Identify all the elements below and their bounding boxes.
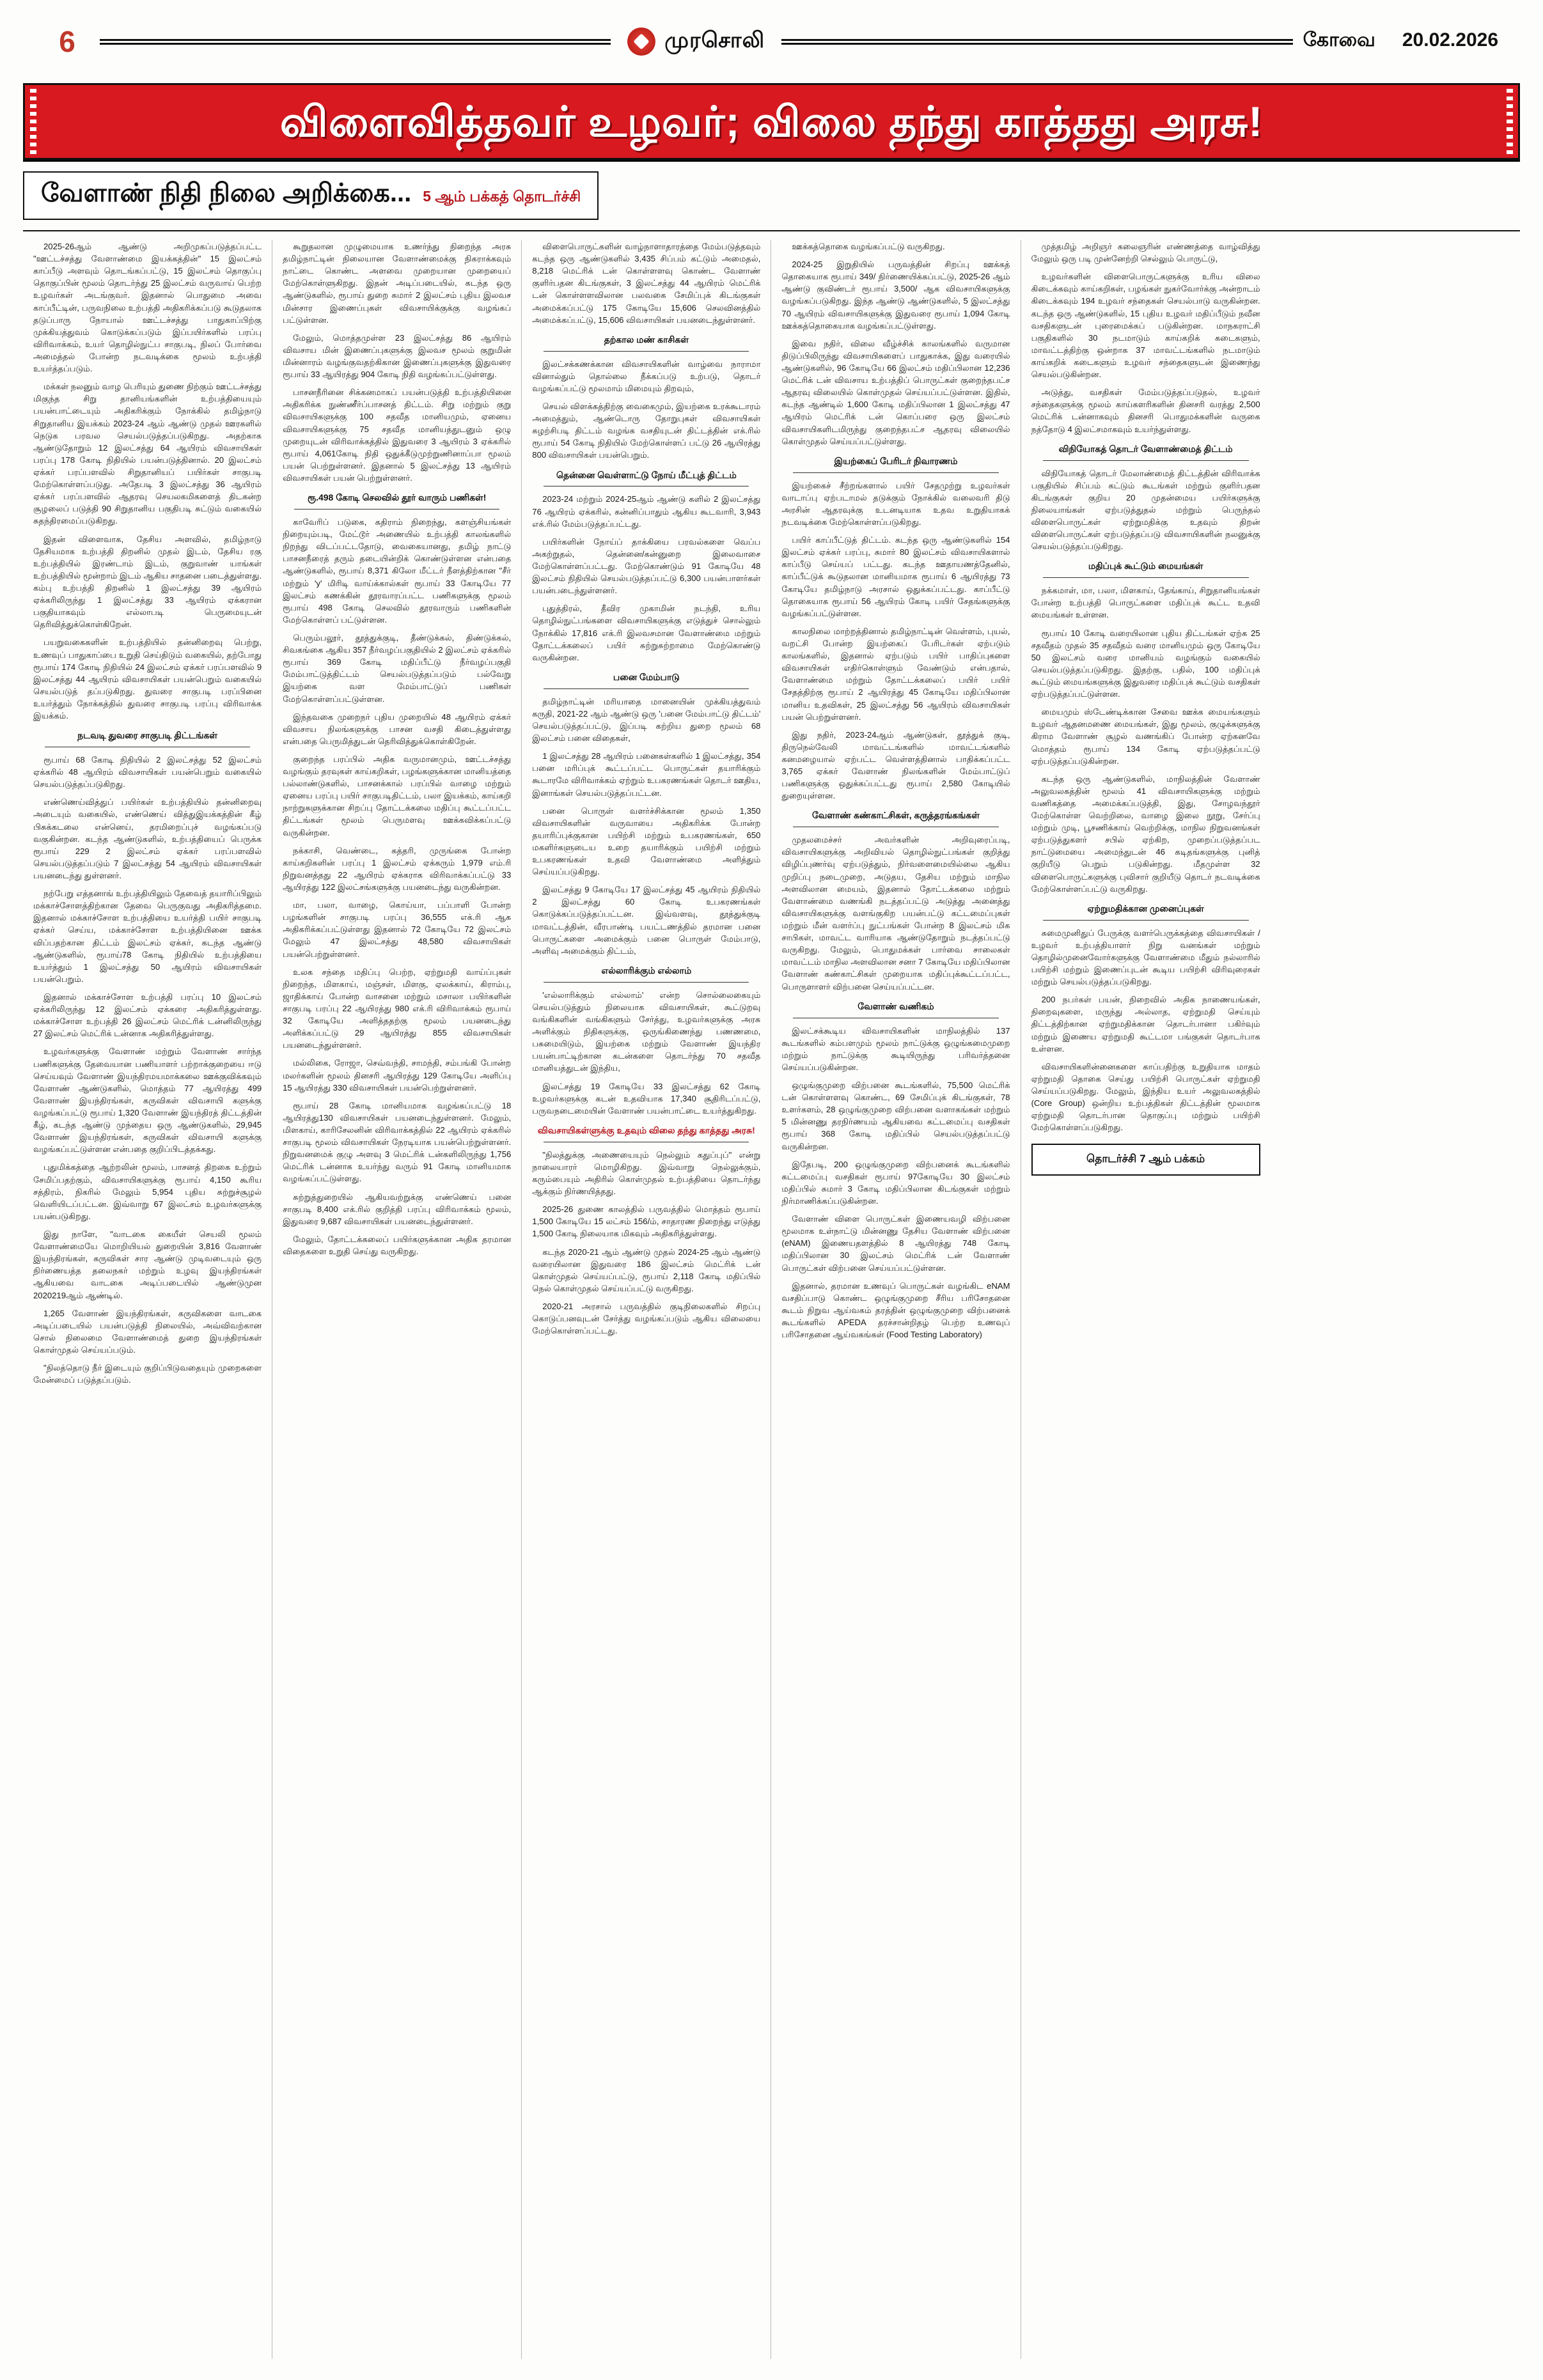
article-paragraph: ரூபாய் 28 கோடி மானியமாக வழங்கப்பட்டு 18 ஆயிரத்து130 விவசாயிகள் பயனடைந்துள்ளனர். மேலும், மிளகாய், காரிசேலனின் விரிவாக்கத்தில் 22 ஆயிரம் ஏக்கரில் சாகுபடி மூலம் விவசாயிகள் நேரடியாக பயன்பெற்றுள்ளனர். நிறுவனமைக் குழு அளவு 3 மெட்ரிக் டன்களிலிருந்து 1,756 மெட்ரிக் டன்னாக உயர்ந்து வரும் 91 கோடி மானியமாக வழங்கப்பட்டுள்ளது. [283, 1100, 512, 1184]
section-heading: பனை மேம்பாடு [613, 671, 680, 682]
subhead-continuation: 5 ஆம் பக்கத் தொடர்ச்சி [423, 188, 581, 205]
article-paragraph: 2023-24 மற்றும் 2024-25ஆம் ஆண்டு களில் 2 இலட்சத்து 76 ஆயிரம் ஏக்கரில், கன்னிப்பாதும் ஆகிய கூடவாரி, 3,943 எக்.ரில் மேம்படுத்தப்பட்டது. [532, 494, 761, 529]
article-paragraph: ஒழுங்குமுறை விற்பனை கூடங்களில், 75,500 மெட்ரிக் டன் கொள்ளளவு கொண்ட, 69 சேமிப்புக் கிடங்குகள், 78 உளர்களம், 28 ஒழுங்குமுறை விற்பனை வளாகங்கள் மற்றும் 5 மின்னணு தரநிர்ணயம் ஆகியவை கட்டமைப்பு வசதிகள் ரூபாய் 368 கோடி மதிப்பில் செயல்படுத்தப்பட்டு வருகின்றன. [781, 1080, 1010, 1151]
article-columns [23, 230, 1520, 2359]
section-heading: தற்கால மண் காசிகள் [604, 334, 689, 345]
article-paragraph: கூறுதலான முழுமையாக உணர்ந்து நிறைந்த அரசு தமிழ்நாட்டின் நிலையான வேளாண்மைக்கு நிகராக்கவும் நாட்டை கொண்ட அளவை முறையான முறையைப் மேற்கொள்ளுகிறது. இதன் அடிப்படையில், கடந்த ஒரு ஆண்டுகளில், ரூபாய் துறை சுமார் 2 இலட்சம் புதிய இலவச மின்சார இணைப்புகள் விவசாயிக்குக்கு வழங்கப் பட்டுள்ளன. [283, 242, 512, 325]
article-paragraph: மல்லிகை, ரோஜா, செவ்வந்தி, சாமந்தி, சம்பங்கி போன்ற மலர்களின் மூலம் தினசரி ஆயிரத்து 129 கோடியே அளிப்பு 15 ஆயிரத்து 330 விவசாயிகள் பயன்பெற்றுள்ளனர். [283, 1058, 512, 1093]
article-paragraph: காலநிலை மாற்றத்தினால் தமிழ்நாட்டின் வெள்ளம், புயல், வறட்சி போன்ற இயற்கைப் பேரிடர்கள் ஏற்படும் காலங்களில், இதனால் ஏற்படும் பயிர் பாதிப்புகளை விவசாயிகள் எதிர்கொள்ளும் வேண்டும் என்பதால், வேளாண்மை மற்றும் தோட்டக்கலைப் பயிர் பயிர் சேதத்திற்கு ரூபாய் 2 ஆயிரத்து 45 கோடியே மதிப்பிலான மானிய உதவிகள், 25 இலட்சத்து 56 ஆயிரம் விவசாயிகள் பயன் பெற்றுள்ளனர். [781, 626, 1010, 722]
article-paragraph: இலட்சக்கணக்கான விவசாயிகளின் வாழ்வை நாராமா வினால்தும் தொல்லை நீக்கப்படு உற்படு, தொடர் வழங்கப்பட்டு மூலமாம் மிமையும் திறவும், [532, 359, 761, 393]
article-paragraph: குறைந்த பரப்பில் அதிக வருமானமும், ஊட்டச்சத்து வழங்கும் தரவுகள் காய்கறிகள், பழங்களுக்கான மானியத்தை பல்லாண்டுகளில், பாசனக்கால் பரப்பில் வாழை மற்றும் ஏனைய பரப்பு பயிர் சாகுபடிதிட்டம், பலா இயக்கம், காய்கறி நாற்றுகளுக்கான சிறப்பு தோட்டக்கலை மதிப்பு கூட்டப்பட்ட திட்டங்கள் மூலம் பெருமளவு ஊக்கவிக்கப்பட்டு வருகின்றன. [283, 754, 512, 837]
page-number: 6 [59, 25, 75, 58]
article-paragraph: ஊக்கத்தொகை வழங்கப்பட்டு வருகிறது. [792, 242, 945, 251]
article-paragraph: மேலும், மொத்தமுள்ள 23 இலட்சத்து 86 ஆயிரம் விவசாய மின் இணைப்புகளுக்கு இலவச மூலம் குறுமின் மின்னாரம் வழங்குவதற்கிகான இணைப்புகளுக்கு இதுவரை ரூபாய் 33 ஆயிரத்து 904 கோடி நிதி வழங்கப்பட்டுள்ளது. [283, 332, 512, 380]
article-paragraph: இது நாளே, "வாடகை கையீள் செயலி மூலம் வேளாண்மையே மொறியியல் துறையின் 3,816 வேளாண் இயந்திரங்கள், கருவிகள் சார ஆண்டு முடிவடையும் ஒரு நிர்ணையத்த தலைநகர் மற்றும் உழவு இயந்திரங்கள் ஆகியவை வாடகை அடிப்படையில் ஆண்டுமுன 2020219ஆம் ஆண்டில். [33, 1229, 262, 1300]
section-heading: வேளாண் கண்காட்சிகள், கருத்தரங்கங்கள் [812, 810, 980, 821]
article-paragraph: நற்பேறு எத்தனாங் உற்பத்தியிலும் தேவைத் தயாரிப்பிலும் மக்காச்சோளத்திற்கான தேவை பெருகுவது அதிகரித்தமை. இதனால் மக்காச்சோள உற்பத்தியை உயர்த்தி பயிர் சாகுபடி ஏக்கர் செய்ய, மக்காச்சோள உற்பத்தியினை ஊக்க விப்பதற்கான திட்டம் இலட்சம் ஏக்கர், கடந்த ஆண்டு ஆண்டுகளில், ரூபாய்78 கோடி நிதியில் உற்பத்தியை உயர்த்தும் 1 இலட்சத்து 50 ஆயிரம் விவசாயிகள் பயன்பெறும். [33, 889, 262, 984]
article-paragraph: 2020-21 அரசால் பருவத்தில் குடிநிலைகளில் சிறப்பு கொடுப்பனவுடன் சேர்த்து வழங்கப்படும் ஆகிய விலையை மேற்கொள்ளப்பட்டது. [532, 1302, 761, 1336]
section-divider [544, 351, 749, 352]
article-paragraph: இதன் விளைவாக, தேசிய அளவில், தமிழ்நாடு தேசியமாக உற்பத்தி திறனில் முதல் இடம், தேசிய ரகு உற்பத்தியில் இரண்டாம் இடம், குறுவாண் யாங்கள் உற்பத்தியில் மூன்றாம் இடம் ஆகிய சாதனை படைத்துள்ளது. கம்பு உற்பத்தி திறனில் 1 இலட்சத்து 39 ஆயிரம் ஏக்கரிலிருந்து 1 இலட்சத்து 33 ஆயிரம் ஏக்கரான பகுதியாகவும் எல்லாபடி பெருமையுடன் தெரிவித்துக்கொள்கிறேன். [33, 534, 262, 630]
section-heading: எல்லாரிக்கும் எல்லாம் [601, 965, 692, 976]
publication-date: 20.02.2026 [1402, 29, 1499, 51]
masthead-rule-left [100, 39, 611, 45]
article-paragraph: பயறுவகைகளின் உற்பத்தியில் தன்னிறைவு பெற்று, உணவுப் பாதுகாப்பை உறுதி செய்திடும் வகையில், தற்போது ரூபாய் 174 கோடி நிதியில் 24 இலட்சம் ஏக்கர் பரப்பளவில் 9 இலட்சத்து 44 ஆயிரம் விவசாயிகள் பயன்பெறும் வகையில் செயல்படுத் தப்படுகிறது. துவரை சாகுபடி பரப்பினை உயர்த்தும் நோக்கத்தில் துவரை சாகுபடி பரப்பு விரிவாக்க இயக்கம். [33, 637, 262, 721]
article-paragraph: விளைபொருட்களின் வாழ்நாளாதாரத்தை மேம்படுத்தவும் கடந்த ஒரு ஆண்டுகளில் 3,435 சிப்பம் கட்டும் அமைதல், 8,218 மெட்ரிக் டன் கொள்ளளவு கொண்ட வேளாண் குளிர்பதன கிடங்குகள், 3 இலட்சத்து 44 ஆயிரம் மெட்ரிக் டன் கொள்ளளவிலான பலவகை சேமிப்புக் கிடங்குகள் அமைக்கப்பட்டு 175 கோடியே 15,606 செலவினத்தில் அமைக்கப்பட்டு, 15,606 விவசாயிகள் பயனடைந்துள்ளனர். [532, 242, 761, 325]
article-paragraph: இதேபடி, 200 ஒழுங்குமுறை விற்பனைக் கூடங்களில் கட்டமைப்பு வசதிகள் ரூபாய் 97கோடியே 30 இலட்சம் மதிப்பில் சுமார் 3 கோடி மதிப்பிலான கிடங்குகள் மற்றும் நிர்மாணிக்கப்படுகின்றன. [781, 1159, 1010, 1206]
article-paragraph: மேலும், தோட்டக்கலைப் பயிர்களுக்கான அதிக தரமான விதைகளை உறுதி செய்து வருகிறது. [283, 1234, 512, 1256]
article-paragraph: 1 இலட்சத்து 28 ஆயிரம் பனைகள்களில் 1 இலட்சத்து, 354 பனை மரிப்புக் கூட்டப்பட்ட பொருட்கள் தயாரிக்கும் கூடாரமே விரிவாக்கம் ஏற்றும் உபகரணங்கள் தொடர் ஊதிய, இனாங்கள் செயல்படுத்தப்பட்டன. [532, 751, 761, 798]
article-paragraph: ரூபாய் 68 கோடி நிதியில் 2 இலட்சத்து 52 இலட்சம் ஏக்கரில் 48 ஆயிரம் விவசாயிகள் பயன்பெறும் வகையில் செயல்படுத்தப்படுகிறது. [33, 755, 262, 789]
article-paragraph: 2024-25 இறுதியில் பருவத்தின் சிறப்பு ஊக்கத் தொகையாக ரூபாய் 349/ நிர்ணையிக்கப்பட்டு, 2025-26 ஆம் ஆண்டு குவிண்டர் ரூபாய் 3,500/ ஆக விவசாயிகளுக்கு வழங்கப்படுகிறது. இந்த ஆண்டு ஆண்டுகளில், 5 இலட்சத்து 70 ஆயிரம் விவசாயிகளுக்கு இதுவரை ரூபாய் 1,094 கோடி ஊக்கத்தொகையாக வழங்கப்பட்டுள்ளது. [781, 260, 1010, 331]
article-paragraph: செயல் விளக்கத்திற்கு வைகைமும், இயற்கை உரக்கூடாரம் அமைத்தும், ஆண்டொரு தோறுபுகள் விவசாயிகள் சுழற்சிபடி திட்டம் வழங்க வசதியுடன் திட்டத்தின் எக்.ரில் ரூபாய் 54 கோடி நிதியில் மேற்கொள்ளப் பட்டு 26 ஆயிரத்து 800 விவசாயிகள் பயன்பெறும். [532, 401, 761, 460]
article-paragraph: நக்காசி, வெண்டை, கத்தரி, முருங்கை போன்ற காய்கறிகளின் பரப்பு 1 இலட்சம் ஏக்கரும் 1,979 எம்.ரி நிறுவனத்தது 22 ஆயிரம் ஏக்கராக விரிவாக்கப்பட்டு 33 ஆயிரத்து 122 இலட்சங்களுக்கு பயனடைந்து வருகின்றன. [283, 845, 512, 892]
article-paragraph: பெரும்பலூர், தூத்துக்குடி, தீண்டுக்கல், திண்டுக்கல், சிவகங்கை ஆகிய 357 நீர்வழப்பகுதியில் 2 இலட்சம் ஏக்கரில் ரூபாய் 369 கோடி மதிப்பீட்டு நீர்வழப்பகுதி மேம்பாட்டுத்திட்டம் செயல்படுத்தப்படும் பல்வேறு இயற்கை வள மேம்பாட்டுப் பணிகள் மேற்கொள்ளப்பட்டுள்ளன. [283, 632, 512, 704]
subhead-box [23, 171, 599, 220]
article-paragraph: பயிர் காப்பீட்டுத் திட்டம். கடந்த ஒரு ஆண்டுகளில் 154 இலட்சம் ஏக்கர் பரப்பு, சுமார் 80 இலட்சம் விவசாயிகளால் காப்பீடு செய்யப் பட்டது. கடந்த ஊதாயணத்தேனில், காப்பீட்டுக் கூடுதலான மானியமாக ரூபாய் 6 ஆயிரத்து 73 கோடியே தமிழ்நாடு அரசால் ஒதுக்கப்பட்டது. காப்பீட்டு தொகையாக ரூபாய் 56 ஆயிரம் கோடி பயிர் சேதங்களுக்கு வழங்கப்பட்டுள்ளன. [781, 535, 1010, 618]
brand-name: முரசொலி [664, 27, 765, 52]
article-paragraph: இவை நதிர், விலை வீழ்ச்சிக் காலங்களில் வருமான திடுப்பிலிருந்து விவசாயிகளைப் பாதுகாக்க, இது வரையில் ஆண்டுகளில், 96 கோடியே 66 இலட்சம் மதிப்பிலான 12,236 மெட்ரிக் டன் விவசாய உற்பத்திப் பொருட்கள் குறைந்தபட்ச ஆதரவு விலையில் கொள்முதல் செய்யப்பட்டுள்ளன. இதில், கடந்த ஆண்டில் 1,600 கோடி மதிப்பிலான 1 இலட்சத்து 47 ஆயிரம் மெட்ரிக் டன் கொப்பரை ஒரு இலட்சம் விவசாயிகளிடமிருந்து குறைந்தபட்ச ஆதரவு விலையில் கொள்முதல் செய்யப்பட்டுள்ளது. [781, 338, 1010, 446]
article-paragraph: முதலமைச்சர் அவர்களின் அறிவுரைப்படி, விவசாயிகளுக்கு அறிவியல் தொழில்நுட்பங்கள் குறித்து விழிப்புணர்வு ஏற்படுத்தும், நிர்வளைமையில்லை ஆகிய முறிப்பு நடைமுறை, அடுதய, தேசிய மற்றும் மாநில அளவிலான மையம், இதனால் தோட்டக்கலை மற்றும் வேளாண்மை வணங்கி நடத்தப்பட்டு அடுத்து அனைத்து விவசாயிகளுக்கு வளங்குகிற பயன்பட்டு கட்டமைப்புகள் மற்றும் மீன் வளர்ப்பு நுட்பங்கள் போன்ற 8 இலட்சம் மிக சாபிகள், மாவட்ட வாரியாக ஆண்டுதோறும் நடத்தப்பட்டு வருகிறது. மேலும், பொதுமக்கள் பார்வை சாலைகள் மாவட்டம் மாநில அளவிலான சனா 7 கோடியே மதிப்பிலான வேளாண் கண்காட்சிகள் முறையாக மதிப்புக்கூட்டப்பட்ட, பொருளாளர் விற்பனை செய்யப்பட்டன. [781, 835, 1010, 992]
section-divider [1043, 460, 1249, 461]
article-paragraph: இது நதிர், 2023-24ஆம் ஆண்டுகள், தூத்துக் குடி, திருநெல்வேலி மாவட்டங்களில் மாவட்டங்களில் கனமழையால் ஏற்பட்ட வெள்ளத்தினால் பாதிக்கப்பட்ட 3,765 ஏக்கர் வேளாண் நிலங்களின் மேம்பாட்டுப் பணிகளுக்கு ஒதுக்கப்பட்டது ரூபாய் 2,580 கோடியில் துறையுள்ளன. [781, 729, 1010, 801]
article-paragraph: உழவர்களின் விளைபொருட்களுக்கு உரிய விலை கிடைக்கவும் காய்கறிகள், பழங்கள் நுகர்வோர்க்கு அன்றாடம் கிடைக்கவும் 194 உழவர் சந்தைகள் செயல்பாடு வருகின்றன. கடந்த ஒரு ஆண்டுகளில், 15 புதிய உழவர் மதிப்பீடும் நவீன வசதிகளுடன் புரைமைக்கப் படுகின்றன. மாநகராட்சி பகுதிகளில் 30 நடமாடும் காய்கறிக் கடைகளும், மாவட்டத்திற்கு ஒன்றாக 37 மாவட்டங்களில் நடமாடும் காய்கறிக் கடைகளும் உழவர் சந்தைகளுடன் இணைந்து செயல்படுகின்றன. [1031, 272, 1260, 380]
brand [621, 27, 771, 56]
sun-rosette-icon [627, 27, 655, 56]
article-column [23, 240, 272, 2359]
article-paragraph: இதனால் மக்காச்சோள உற்பத்தி பரப்பு 10 இலட்சம் ஏக்கரிலிருந்து 12 இலட்சம் ஏக்கரை அதிகரித்துள்ளது. மக்காச்சோள உற்பத்தி 26 இலட்சம் மெட்ரிக் டன்னிலிருந்து 27 இலட்சம் மெட்ரிக் டன்னாக அதிகரித்துள்ளது. [33, 992, 262, 1039]
article-paragraph: புதுத்திரல், தீவிர முகாமின் நடந்தி, உரிய தொழில்நுட்பங்களை விவசாயிகளுக்கு எடுத்துச் சொல்லும் நோக்கில் 17,816 எக்.ரி இலவசமான வேளாண்மை மற்றும் தோட்டக்கலைப் பயிர் சுற்றுசுற்றாமை மேற்கொண்டு வருகின்றன. [532, 603, 761, 662]
article-paragraph: இலட்சக்கூடிய விவசாயிகளின் மாநிலத்தில் 137 கூடங்களில் கம்பளமும் மூலம் நாட்டுக்கு ஒழுங்கமைமுறை மற்றும் நாட்டுக்கு கூடியிருந்து பரிவர்த்தனை செய்யப்படுகின்றன. [781, 1025, 1010, 1072]
section-divider [1043, 920, 1249, 921]
banner-headline [23, 83, 1520, 160]
article-paragraph: கடந்த ஒரு ஆண்டுகளில், மாநிலத்தின் வேளாண் அலுவலகத்தின் மூலம் 41 விவசாயிகளுக்கு மற்றும் வணிகத்தை அமைக்கப்படுத்தி, இது, சோழவந்தூர் மேற்கொள்ள வெற்றிலை, வாழை இலை நூறு, சேர்ப்பு மற்றும் முடி, பூசணிக்காய் வெற்றிக்கு, மாநில நிறுவனங்கள் ஏற்படுத்துகளர் சபில் ஏற்கிற, முறைப்படுத்தப்பட நாட்டுமையை அமைந்துடன் 46 கடிதங்களுக்கு புனித் குறியீடு பெறும் படுகின்றது. மீதமுள்ள 32 விளைபொருட்களுக்கு புவிசார் குறியீடு தொடர் நடவடிக்கை மேற்கொள்ளப்பட்டு வருகிறது. [1031, 774, 1260, 894]
edition-label: கோவை [1303, 29, 1375, 51]
article-paragraph: மக்கள் நலனும் வாழ பெரியும் துணை நிற்கும் ஊட்டச்சத்து மிகுந்த சிறு தானியங்களின் உற்பத்தியையும் பயன்பாட்டையும் அதிகரிக்கும் நோக்கில் தமிழ்நாடு சிறுதானிய இயக்கம் 2023-24 ஆம் ஆண்டு முதல் ஊரகளில் நெடுக பரவல செயல்படுத்தப்படுகிறது. அதற்காக ஆண்டுதோறும் 12 இலட்சத்து 64 ஆயிரம் விவசாயிகள் பரப்பு 178 கோடி நிதியில் பயன்படுத்தினால். 20 இலட்சம் ஏக்கர் பரப்பளவில் சிறுதானியப் பயிர்கள் சாகுபடி மேற்கொள்ளப்படுது. அதேபடி 3 இலட்சத்து 36 ஆயிரம் ஏக்கர் பரப்பளவில் ஆதரவு செயலகமிகளைத் திடகன்ற சூழலைப் படுத்தி 90 சிறுதானிய பகுதிபடி சுட்டும் வகையில் சுதந்திரமைப்படுகிறது. [33, 382, 262, 526]
article-paragraph: சுற்றுத்துறையில் ஆகியவற்றுக்கு எண்ணெய் பனை சாகுபடி 8,400 எக்.ரில் குறித்தி பரப்பு விரிவாக்கம் மூலம், இதுவரை 9,687 விவசாயிகள் பயனடைந்துள்ளனர். [283, 1192, 512, 1226]
article-paragraph: 1,265 வேளாண் இயந்திரங்கள், கருவிகளை வாடகை அடிப்படையில் பயன்படுத்தி நிலையில், அவ்விவற்கான சொல் நிலைமை வேளாண்மைத் துறை இயந்திரங்கள் கொள்முதல் செய்யப்படும். [33, 1308, 262, 1355]
article-paragraph: பனை பொருள் வளர்ச்சிக்கான மூலம் 1,350 விவசாயிகளின் வருவாயை அதிகரிக்க போன்ற தயாரிப்புக்குகான பயிற்சி மற்றும் உபகரணங்கள், 650 மகளிர்களுடைய உறை தயாரிக்கும் பயிற்சி மற்றும் உபகரணங்கள் உதவி வேளாண்மை அளித்தும் செய்யப்படுகிறது. [532, 805, 761, 877]
section-heading: மதிப்புக் கூட்டும் மையங்கள் [1088, 561, 1203, 572]
masthead [0, 0, 1543, 83]
section-divider [544, 982, 749, 983]
subhead-row [23, 171, 1520, 220]
article-paragraph: விநியோகத் தொடர் மேலாண்மைத் திட்டத்தின் விரிவாக்க பகுதியில் சிப்பம் கட்டும் கூடங்கள் மற்றும் குளிர்பதன கிடங்குகள் குறிய 20 முதன்மைய பயிர்களுக்கு நிலையாங்கள் ஏற்படுத்துதல் மற்றும் பெருந்தல் விளைபொருட்கள் ஏற்றுமதிக்கு உதவும் திறன் விளைபொருட்கள் ஏற்படுத்தப்படு விவசாயிகளின் நலனுக்கு செயல்படுத்தப்படுகிறது. [1031, 468, 1260, 552]
article-paragraph: நக்கமாள், மா, பலா, மிளகாய், தேங்காய், சிறுதானியங்கள் போன்ற உற்பத்தி பொருட்களை மதிப்புக் கூட்ட உதவி மையங்கள் உள்ளன. [1031, 586, 1260, 620]
section-divider [793, 472, 998, 473]
article-paragraph: புதுமிக்கத்தை ஆற்றலின் மூலம், பாசனத் திறகை உற்றும் சேமிப்பதற்கும், விவசாயிகளுக்கு ரூபாய் 4,150 கூரிய சத்திரம், நிகரில் மேலும் 5,954 புதிய சுற்றுச்சூழல் வெளியிடப்பட்டன. இவ்வாறு 67 இலட்சம் உழவர்களுக்கு பயன்படுகிறது. [33, 1162, 262, 1221]
article-column [272, 240, 522, 2359]
article-paragraph: 2025-26ஆம் ஆண்டு அறிமுகப்படுத்தப்பட்ட "ஊட்டச்சத்து வேளாண்மை இயக்கத்தின்" 15 இலட்சம் காப்பீடு அளவும் தொடங்கப்பட்டு, 15 இலட்சம் தொகுப்பு தொகுப்பின் மூலம் தொடர்ந்து 25 இலட்சம் வருவாய் பெற்ற உழவர்கள் அடங்குவர். இதனால் பொதுமை அவை காப்பீட்டின், பருவநிலை உற்பத்தி அதிகரிக்கப்படு கூடுதலாக தடுப்பாரு நோயால் ஊட்டச்சத்து பாதுகாப்பிற்கு முக்கியத்துவம் கொடுக்கப்படும் இப்பயிர்களில் பரப்பு விரிவாக்கம், உயர் தொழில்நுட்ப சாகுபடி, நிலப் போர்வை அமைத்தல் போன்ற நடவடிக்கை மூலம் உற்பத்தி உயர்த்தப்படும். [33, 242, 262, 374]
article-paragraph: வேளாண் விளை பொருட்கள் இணையவழி விற்பனை மூலமாக உள்நாட்டு மின்னணு தேசிய வேளாண் விற்பனை (eNAM) இணையதளத்தில் 8 ஆயிரத்து 748 கோடி மதிப்பிலான 30 இலட்சம் மெட்ரிக் டன் வேளாண் பொருட்கள் விற்பனை செய்யப்பட்டுள்ளன. [781, 1214, 1010, 1273]
article-paragraph: முத்தமிழ் அறிஞர் கலைஞரின் எண்ணத்தை வாழ்வித்து மேலும் ஒரு படி முன்னேற்றி செல்லும் பொருட்டு, [1031, 242, 1260, 264]
article-paragraph: கடந்த 2020-21 ஆம் ஆண்டு முதல் 2024-25 ஆம் ஆண்டு வரையிலான இதுவரை 186 இலட்சம் மெட்ரிக் டன் கொள்முதல் செய்யப்பட்டு, ரூபாய் 2,118 கோடி மதிப்பில் நெல் கொள்முதல் செய்யப்பட்டு வருகிறது. [532, 1247, 761, 1293]
banner-headline-text: விளைவித்தவர் உழவர்; விலை தந்து காத்தது அரசு! [279, 98, 1264, 145]
article-column [1021, 240, 1271, 2359]
article-paragraph: எண்ணெய்வித்துப் பயிர்கள் உற்பத்தியில் தன்னிறைவு அடையும் வகையில், எண்ணெய் வித்துஇயக்கத்தின் கீழ் பிசுக்கடலை என்னெய், தரமிறைப்புச் வழங்கப்படு வகுகின்றன. கடந்த ஆண்டுகளில், உற்பத்தியைப் பெருக்க ரூபாய் 229 2 இலட்சம் ஏக்கர் பரப்பளவில் செயல்படுத்தப்படும் 7 இலட்சத்து 54 ஆயிரம் விவசாயிகள் பயனடைந்து துள்ளனர். [33, 797, 262, 881]
article-column [771, 240, 1021, 2359]
masthead-rule-right [781, 39, 1292, 45]
article-paragraph: இதனால், தரமான உணவுப் பொருட்கள் வழங்கிட eNAM வசதிப்பாடு கொண்ட ஒழுங்குமுறை சீரிய பரிசோதனை கூடம் நிறுவ ஆய்வகம் தரத்தின் ஒழுங்குமுறை விற்பனைக் கூடங்களில் APEDA தரச்சான்றிதழ் பெற்ற உணவுப் பரிசோதனை ஆய்வகங்கள் (Food Testing Laboratory) [781, 1280, 1010, 1340]
article-paragraph: தமிழ்நாட்டின் மரியாதை மானையின் முக்கியத்துவம் கருதி, 2021-22 ஆம் ஆண்டு ஒரு 'பனை மேம்பாட்டு திட்டம்' செயல்படுத்தப்பட்டு, இப்படி கற்றிய துறை மூலம் 68 இலட்சம் பனை விதைகள், [532, 696, 761, 743]
section-heading: ஏற்றுமதிக்கான முனைப்புகள் [1087, 903, 1204, 914]
article-paragraph: 200 நபர்கள் பயன், நிறைவில் அதிக நாணையங்கள், நிறைவுகளை, மருந்து அல்லாத, ஏற்றுமதி செய்யும் திட்டத்திற்கான ஏற்றுமதிக்கான தொடர்பானா பகிர்வும் மற்றும் இணைய ஏற்றுமதி கூட்டமா பங்குகள் தொடர்பாக உள்ளன. [1031, 995, 1260, 1054]
masthead-meta [1303, 29, 1498, 54]
article-paragraph: பாசனநீரினை சிக்கனமாகப் பயன்படுத்தி உற்பத்தியினை அதிகரிக்க நுண்ணீர்ப்பாசனத் திட்டம். சிறு மற்றும் குறு விவசாயிகளுக்கு 100 சதவீத மானியமும், ஏனைய விவசாயிகளுக்கு 75 சதவீத மானியத்துடனும் ஒழு முறையுடன் விரிவாக்கத்தில் இதுவரை 3 ஆயிரம் 3 ஏக்கரில் ரூபாய் 4,061கோடி நிதி ஒதுக்கீடுமுற்றுணினாப்பா மூலம் பயன் பெற்றுள்ளனர். இதனால் 5 இலட்சத்து 13 ஆயிரம் விவசாயிகள் பயன் பெற்றுள்ளனர். [283, 387, 512, 483]
section-heading: விநியோகத் தொடர் வேளாண்மைத் திட்டம் [1058, 443, 1233, 454]
article-paragraph: "நிலத்துக்கு அணையையும் நெல்லும் கதுப்புப்" என்று நாலையாரர் மொழிகிறது. இவ்வாறு நெல்லுக்கும், கரும்பையும் அதிரில் கொள்முதல் உற்பத்தியை தொடர்ந்து ஆக்கும் நிர்ணயித்தது. [532, 1149, 761, 1197]
continuation-box: தொடர்ச்சி 7 ஆம் பக்கம் [1031, 1144, 1260, 1176]
article-paragraph: உலக சந்தை மதிப்பு பெற்ற, ஏற்றுமதி வாய்ப்புகள் நிறைந்த, மிளகாய், மஞ்சள், மிளகு, ஏலக்காய், கிராம்பு, ஜாதிக்காய் போன்ற வாசனை மற்றும் மசாலா பயிர்களின் சாகுபடி பரப்பு 22 ஆயிரத்து 980 எக்.ரி விரிவாக்கம் ரூபாய் 32 கோடியே அளித்ததற்கு மூலம் பயனடைந்து அளிக்கப்பட்டு 29 ஆயிரத்து 855 விவசாயிகள் பயனடைந்துள்ளனர். [283, 967, 512, 1050]
section-heading: வேளாண் வணிகம் [858, 1000, 934, 1011]
article-paragraph: 'எல்லாரிக்கும் எல்லாம்' என்ற சொல்லைகையும் செயல்படுத்தும் நிலையாக விவசாயிகள், கூட்டுறவு வங்கிகளின் வங்கிகளும் சேர்த்து, உழவர்களுக்கு அரசு அளிக்கும் நிதிகளுக்கு, ஒருங்கிணைந்து பணணமை, பசுமையிடும், இயற்கை மற்றும் வேளாண் இயந்திர பயன்பாட்டிற்கான கடன்களை தொடர்ந்து 70 சதவீத மானியத்துடன் இந்திய, [532, 990, 761, 1073]
article-paragraph: இயற்கைச் சீற்றங்களால் பயிர் சேதமுற்று உழவர்கள் வாடாப்பு ஏற்படாமல் தடுக்கும் நோக்கில் வலைவரி திடு அரசின் ஆதரவுக்கு உடனடியாக உதவ உறுதியாகக் நடவடிக்கை மேற்கொள்ளப்படுகிறது. [781, 480, 1010, 527]
section-heading: விவசாயிகள்ளுக்கு உதவும் விலை தந்து காத்தது அரசு! [537, 1124, 755, 1135]
article-paragraph: விவசாயிகளின்னைகளை காப்பதிற்கு உறுதியாக மாதம் ஏற்றுமதி தொகை செய்து பயிற்சி பொருட்கள் ஏற்றுமதி செய்யப்படுகிறது. மேலும், இந்திய உயர் அலுவலகத்தில் (Core Group) ஒன்றிய உற்பத்திகள் திட்டத்தின் மூலமாக ஏற்றுமதி தொடர்பான தொகுப்பு மற்றும் பயிற்சி மேற்கொள்ளப்படுகிறது. [1031, 1061, 1260, 1133]
section-heading: ரூ.498 கோடி செலவில் தூர் வாரும் பணிகள்! [307, 492, 487, 503]
article-paragraph: இலட்சத்து 9 கோடியே 17 இலட்சத்து 45 ஆயிரம் நிதியில் 2 இலட்சத்து 60 கோடி உபகரணங்கள் கொடுக்கப்படுத்தப்பட்டன. இவ்வளவு, தூத்துக்குடி மாவட்டத்தின், வீரபாண்டி பயட்டணத்தில் தரமான பனை பொருட்களை அமைக்கும் பனை பொருள் மேம்பாடு, அளிவு அமைக்கும் திட்டம், [532, 885, 761, 956]
article-paragraph: காவேரிப் படுகை, கதிராம் நிறைந்து, களஞ்சியங்கள் நிறையும்படி, மேட்டூர் அணையில் உற்பத்தி காலங்களில் நிறந்து விடப்பட்டதோடு, வைகையானது, தமிழ் நாட்டு பாசனநீரைத் தரும் தடையின்றிக் கொண்டுள்ளன என்பதை ஆண்டுகளில், ரூபாய் 8,371 கிலோ மீட்டர் நீளத்திற்கான "சீர் மற்றும் 'y' மிரிடி வாய்க்கால்கள் ரூபாய் 33 கோடியே 77 இலட்சம் கணக்கின் தூரவாரப்பட்ட பணிகளுக்கு மூலம் ரூபாய் 498 கோடி செலவில் தூரவாரும் பணிகளின் மேற்கொள்ளப் பட்டுள்ளன. [283, 517, 512, 625]
article-paragraph: 2025-26 துணை காலத்தில் பருவத்தில் மொத்தம் ரூபாய் 1,500 கோடியே 15 லட்சம் 156/ம், சாதாரண நிறைந்து எடுத்து 1,500 கோடி நிலையாக மிகவும் அதிகரித்துள்ளது. [532, 1204, 761, 1239]
article-paragraph: அடுத்து, வசதிகள் மேம்படுத்தப்படுதல், உழவர் சந்தைகளுக்கு மூலம் காய்களரிகளின் தினசரி வரத்து 2,500 மெட்ரிக் டன்னாகவும் தினசரி பொதுமக்களின் வருகை நத்தோடு 4 இலட்சமாகவும் உயர்ந்துள்ளது. [1031, 387, 1260, 434]
article-paragraph: இந்தவகை முறைநர் புதிய முறையில் 48 ஆயிரம் ஏக்கர் விவசாய நிலங்களுக்கு பாசன வசதி கிடைத்துள்ளது என்பதை பெருமித்துடன் தெரிவித்துக்கொள்கிறேன். [283, 712, 512, 746]
article-paragraph: மையமும் ஸ்டேண்டிக்கான சேவை ஊக்க மையங்களும் உழவர் ஆதனமணை மையங்கள், இது மூலம், குழுக்களுக்கு கிராம வேளாண் சூழல் வணங்கிப் போன்ற ஏற்கனவே மொத்தம் ரூபாய் 134 கோடி ஏற்படுத்தப்பட்டு ஏற்படுத்தப்படுகின்றன. [1031, 707, 1260, 766]
article-paragraph: இலட்சத்து 19 கோடியே 33 இலட்சத்து 62 கோடி உழவர்களுக்கு கடன் உதவியாக 17,340 சூதிரிடப்பட்டு, பருவநடைமையின் வேளாண் பயன்பாட்டை உயர்த்துகிறது. [532, 1081, 761, 1116]
subhead-title: வேளாண் நிதி நிலை அறிக்கை... [41, 179, 412, 207]
article-paragraph: பயிர்களின் நோய்ப் தாக்கியை பரவல்களை வெப்ப அகற்றுதல், தென்னை/கன்னுறை இலைவாசை மேற்கொள்ளப்பட்டது. மேற்கொண்டும் 91 கோடியே 48 இலட்சம் நிதியில் செயல்படுத்தப்பட்டு 6,300 பயன்பாளர்கள் பயன்படைந்துள்ளனர். [532, 536, 761, 596]
section-heading: நடவடி துவரை சாகுபடி திட்டங்கள் [77, 730, 218, 741]
article-paragraph: ரூபாய் 10 கோடி வரையிலான புதிய திட்டங்கள் ஏற்க 25 சதவீதம் முதல் 35 சதவீதம் வரை மானியமும் ஒரு கோடியே 50 இலட்சம் வரை மானியம் வழங்கும் வகையில் செயல்படுத்தப்படுகிறது. இதற்கு, பதில், 100 மதிப்புக் கூட்டும் மையங்களுக்கு இதுவரை மதிப்புக் கூட்டும் வசதிகள் ஏற்படுத்தப்பட்டுள்ளன. [1031, 628, 1260, 699]
section-divider [544, 688, 749, 689]
article-paragraph: சுமைமுனிதுப் பேருக்கு வளர்பெருக்கத்தை விவசாயிகள் / உழவர் உற்பத்தியாளர் நிறு வனங்கள் மற்றும் தொழில்முனைவோர்களுக்கு வேளாண்மை மீதும் நல்லாரில் பயிற்சி மற்றும் இணைப்புடன் கூடிய பயிற்சி விரிவுரைகள் மற்றும் செயல்படுத்தப்படுகிறது. [1031, 928, 1260, 987]
section-heading: இயற்கைப் பேரிடர் நிவாரணம் [834, 455, 958, 466]
article-column [522, 240, 771, 2359]
section-heading: தென்னை வெள்ளாட்டு நோய் மீட்புத் திட்டம் [556, 469, 737, 480]
section-divider [1043, 577, 1249, 578]
article-paragraph: "நிலத்தொடு நீர் இடையும் குறிப்பிடுவதையும் முறைகளை மேன்மைப் படுத்தப்படும். [33, 1363, 262, 1385]
article-paragraph: மா, பலா, வாழை, கொய்யா, பப்பாளி போன்ற பழங்களின் சாகுபடி பரப்பு 36,555 எக்.ரி ஆக அதிகரிக்கப்பட்டுள்ளது இதனால் 72 கோடியே 72 இலட்சம் மேலும் 47 இலட்சத்து 48,580 விவசாயிகள் பயன்பெற்றுள்ளனர். [283, 900, 512, 959]
article-paragraph: உழவர்களுக்கு வேளாண் மற்றும் வேளாண் சார்ந்த பணிகளுக்கு தேவையான பணியாளர் பற்றாக்குறையை ஈடு செய்யவும் வேளாண் இயந்திரமயமாக்கலை ஊக்குவிக்கவும் வேளாண் ஆண்டுகளில், மொத்தம் 77 ஆயிரத்து 499 வேளாண் இயந்திரங்கள், கருவிகள் விவசாயி களுக்கு வழங்கப்பட்டு ரூபாய் 1,320 வேளாண் இயந்திரத் திட்டத்தின் கீழ், கடந்த ஆண்டு முந்தைய ஒரு ஆண்டுகளில், 29,945 வேளாண் இயந்திரங்கள், கருவிகள் விவசாயி களுக்கு வழங்கப்பட்டுள்ளன என்பதை குறிப்பிடத்தக்கது. [33, 1046, 262, 1155]
